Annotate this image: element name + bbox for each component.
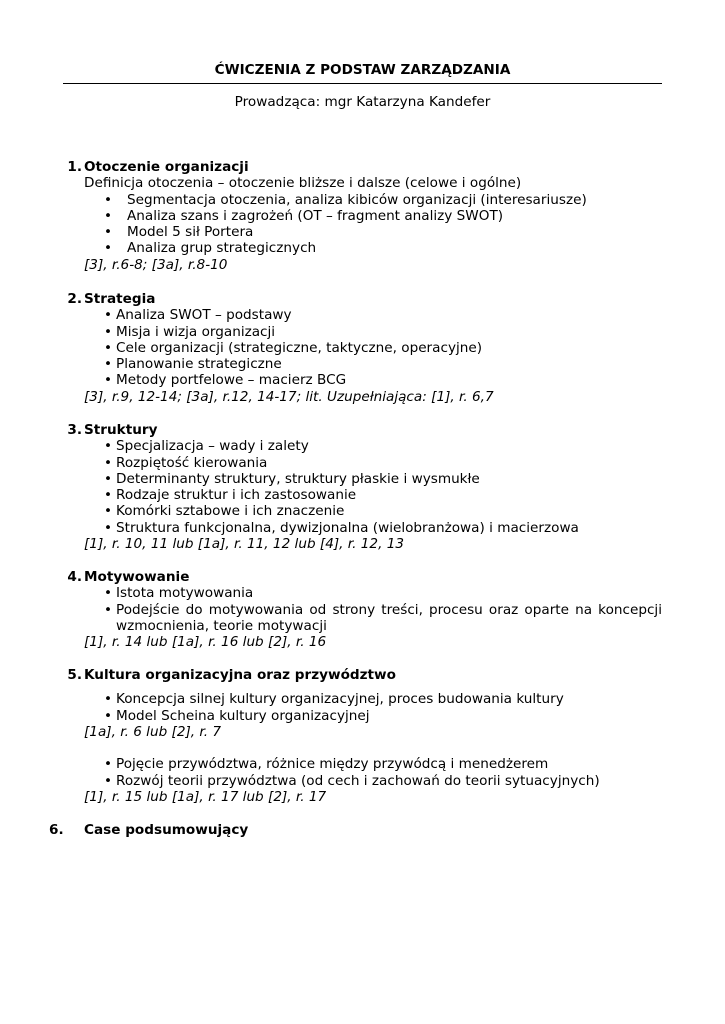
bullet-icon: • bbox=[104, 438, 113, 455]
list-item: • Planowanie strategiczne bbox=[104, 356, 282, 373]
section-heading: Otoczenie organizacji bbox=[84, 159, 249, 175]
bullet-icon: • bbox=[104, 323, 113, 340]
document-title: ĆWICZENIA Z PODSTAW ZARZĄDZANIA bbox=[214, 62, 511, 78]
list-item: • Misja i wizja organizacji bbox=[104, 323, 276, 340]
bullet-icon: • bbox=[104, 772, 113, 789]
bullet-icon: • bbox=[104, 601, 113, 618]
list-item: • Komórki sztabowe i ich znaczenie bbox=[104, 503, 345, 520]
list-item: • Analiza SWOT – podstawy bbox=[104, 307, 292, 324]
list-item: • Koncepcja silnej kultury organizacyjnej, proces budowania kultury bbox=[104, 691, 564, 708]
bullet-icon: • bbox=[104, 207, 113, 224]
section-number: 4. bbox=[67, 569, 82, 585]
bullet-icon: • bbox=[104, 519, 113, 536]
list-item: • Determinanty struktury, struktury płaskie i wysmukłe bbox=[104, 470, 480, 487]
bullet-icon: • bbox=[104, 240, 113, 257]
section-heading: Strategia bbox=[84, 291, 156, 307]
list-item: • Model Scheina kultury organizacyjnej bbox=[104, 707, 370, 724]
list-item: • Podejście do motywowania od strony treści, procesu oraz oparte na koncepcji wzmocnienia, teorie motywacji bbox=[104, 601, 662, 634]
bullet-icon: • bbox=[104, 454, 113, 471]
section-references: [1], r. 14 lub [1a], r. 16 lub [2], r. 16 bbox=[84, 634, 327, 651]
bullet-icon: • bbox=[104, 487, 113, 504]
section-3 bbox=[63, 422, 663, 552]
bullet-icon: • bbox=[104, 707, 113, 724]
bullet-icon: • bbox=[104, 372, 113, 389]
list-item: • Model 5 sił Portera bbox=[104, 224, 254, 241]
section-heading: Motywowanie bbox=[84, 569, 190, 585]
section-heading: Case podsumowujący bbox=[84, 822, 249, 838]
section-6 bbox=[49, 822, 663, 838]
section-references: [3], r.9, 12-14; [3a], r.12, 14-17; lit. Uzupełniająca: [1], r. 6,7 bbox=[84, 388, 494, 405]
list-item: • Rozwój teorii przywództwa (od cech i zachowań do teorii sytuacyjnych) bbox=[104, 772, 600, 789]
list-item: • Struktura funkcjonalna, dywizjonalna (wielobranżowa) i macierzowa bbox=[104, 519, 579, 536]
bullet-icon: • bbox=[104, 691, 113, 708]
section-number: 3. bbox=[67, 422, 82, 438]
section-heading: Kultura organizacyjna oraz przywództwo bbox=[84, 667, 396, 683]
bullet-icon: • bbox=[104, 339, 113, 356]
section-heading: Struktury bbox=[84, 422, 158, 438]
document-subtitle: Prowadząca: mgr Katarzyna Kandefer bbox=[234, 94, 491, 110]
section-references: [1], r. 15 lub [1a], r. 17 lub [2], r. 17 bbox=[84, 789, 327, 806]
list-item: • Analiza grup strategicznych bbox=[104, 240, 317, 257]
section-5 bbox=[63, 667, 663, 805]
list-item: • Rozpiętość kierowania bbox=[104, 454, 268, 471]
list-item: • Specjalizacja – wady i zalety bbox=[104, 438, 309, 455]
bullet-icon: • bbox=[104, 307, 113, 324]
bullet-list bbox=[63, 438, 663, 536]
list-item: • Analiza szans i zagrożeń (OT – fragment analizy SWOT) bbox=[104, 207, 504, 224]
section-number: 1. bbox=[67, 159, 82, 175]
section-references: [1], r. 10, 11 lub [1a], r. 11, 12 lub [4], r. 12, 13 bbox=[84, 536, 405, 553]
bullet-icon: • bbox=[104, 224, 113, 241]
bullet-list bbox=[63, 691, 663, 724]
section-1 bbox=[63, 159, 663, 273]
section-number: 5. bbox=[67, 667, 82, 683]
bullet-icon: • bbox=[104, 585, 113, 602]
bullet-icon: • bbox=[104, 503, 113, 520]
list-item: • Cele organizacji (strategiczne, taktyczne, operacyjne) bbox=[104, 339, 483, 356]
list-item: • Segmentacja otoczenia, analiza kibiców organizacji (interesariusze) bbox=[104, 191, 587, 208]
bullet-icon: • bbox=[104, 356, 113, 373]
section-number: 2. bbox=[67, 291, 82, 307]
bullet-list bbox=[63, 307, 663, 388]
list-item: • Metody portfelowe – macierz BCG bbox=[104, 372, 347, 389]
bullet-list bbox=[63, 585, 663, 634]
list-item: • Istota motywowania bbox=[104, 585, 254, 602]
section-number: 6. bbox=[49, 822, 64, 838]
bullet-icon: • bbox=[104, 756, 113, 773]
bullet-list bbox=[63, 192, 663, 257]
bullet-icon: • bbox=[104, 470, 113, 487]
section-4 bbox=[63, 569, 663, 650]
bullet-list bbox=[63, 756, 663, 789]
section-references: [1a], r. 6 lub [2], r. 7 bbox=[84, 723, 222, 740]
title-divider bbox=[63, 83, 662, 84]
section-2 bbox=[63, 291, 663, 405]
list-item: • Pojęcie przywództwa, różnice między przywódcą i menedżerem bbox=[104, 756, 549, 773]
section-intro: Definicja otoczenia – otoczenie bliższe i dalsze (celowe i ogólne) bbox=[84, 175, 522, 192]
bullet-icon: • bbox=[104, 191, 113, 208]
section-references: [3], r.6-8; [3a], r.8-10 bbox=[84, 256, 228, 273]
list-item: • Rodzaje struktur i ich zastosowanie bbox=[104, 487, 357, 504]
